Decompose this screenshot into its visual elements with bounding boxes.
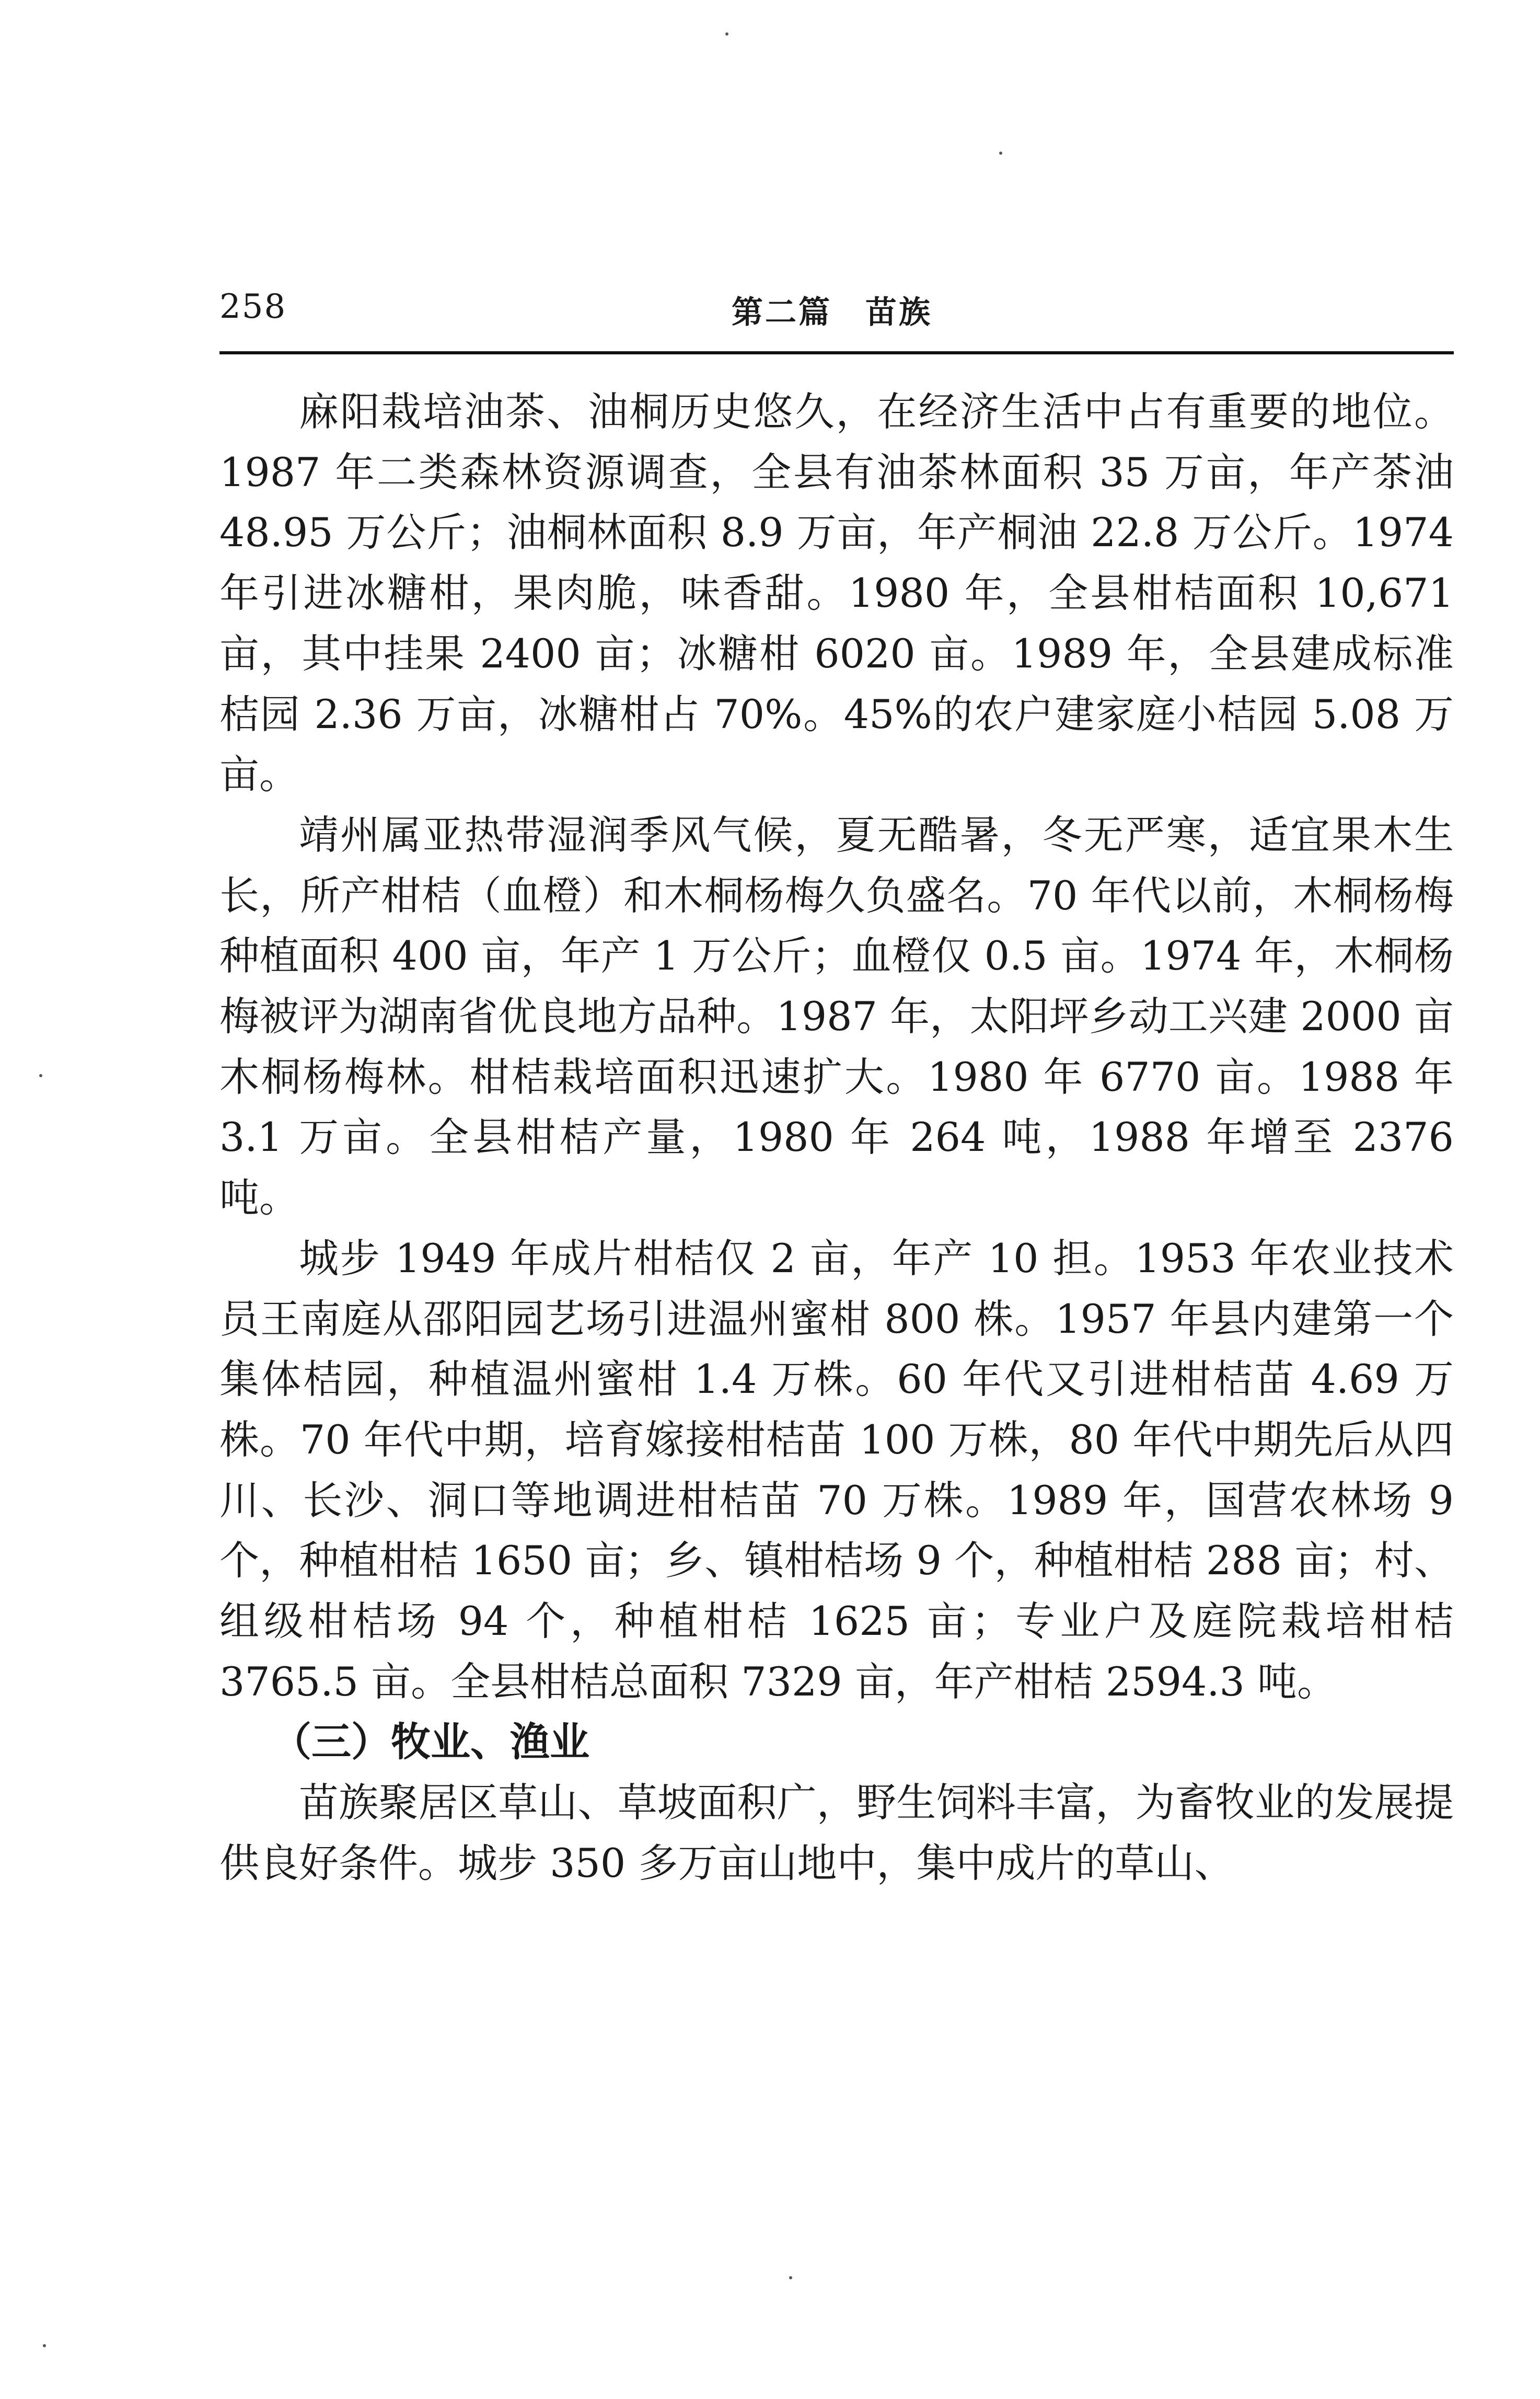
scan-speck	[725, 32, 728, 36]
running-title: 第二篇 苗族	[732, 294, 932, 331]
page-number: 258	[219, 287, 287, 326]
scan-speck	[39, 1074, 42, 1077]
body-text	[219, 382, 1454, 1894]
page-header	[219, 282, 1453, 335]
section-heading-animal-husbandry: （三）牧业、渔业	[272, 1718, 589, 1766]
paragraph-grassland: 苗族聚居区草山、草坡面积广，野生饲料丰富，为畜牧业的发展提供良好条件。城步 350 多万亩山地中，集中成片的草山、	[219, 1779, 1454, 1886]
paragraph-jingzhou-fruit: 靖州属亚热带湿润季风气候，夏无酷暑，冬无严寒，适宜果木生长，所产柑桔（血橙）和木桐杨梅久负盛名。70 年代以前，木桐杨梅种植面积 400 亩，年产 1 万公斤；血橙仅 0.5 亩。1974 年，木桐杨梅被评为湖南省优良地方品种。1987 年，太阳坪乡动工兴建 2000 亩木桐杨梅林。柑桔栽培面积迅速扩大。1980 年 6770 亩。1988 年 3.1 万亩。全县柑桔产量，1980 年 264 吨，1988 年增至 2376 吨。	[219, 811, 1454, 1221]
scan-speck	[43, 2344, 46, 2347]
paragraph-chengbu-citrus: 城步 1949 年成片柑桔仅 2 亩，年产 10 担。1953 年农业技术员王南庭从邵阳园艺场引进温州蜜柑 800 株。1957 年县内建第一个集体桔园，种植温州蜜柑 1.4 万株。60 年代又引进柑桔苗 4.69 万株。70 年代中期，培育嫁接柑桔苗 100 万株，80 年代中期先后从四川、长沙、洞口等地调进柑桔苗 70 万株。1989 年，国营农林场 9 个，种植柑桔 1650 亩；乡、镇柑桔场 9 个，种植柑桔 288 亩；村、组级柑桔场 94 个，种植柑桔 1625 亩；专业户及庭院栽培柑桔 3765.5 亩。全县柑桔总面积 7329 亩，年产柑桔 2594.3 吨。	[219, 1235, 1454, 1705]
scan-speck	[999, 152, 1002, 155]
header-rule	[219, 351, 1454, 354]
paragraph-mayang-oil-tea: 麻阳栽培油茶、油桐历史悠久，在经济生活中占有重要的地位。1987 年二类森林资源调查，全县有油茶林面积 35 万亩，年产茶油 48.95 万公斤；油桐林面积 8.9 万亩，年产桐油 22.8 万公斤。1974 年引进冰糖柑，果肉脆，味香甜。1980 年，全县柑桔面积 10,671 亩，其中挂果 2400 亩；冰糖柑 6020 亩。1989 年，全县建成标准桔园 2.36 万亩，冰糖柑占 70%。45%的农户建家庭小桔园 5.08 万亩。	[219, 388, 1454, 798]
scan-speck	[789, 2276, 792, 2279]
